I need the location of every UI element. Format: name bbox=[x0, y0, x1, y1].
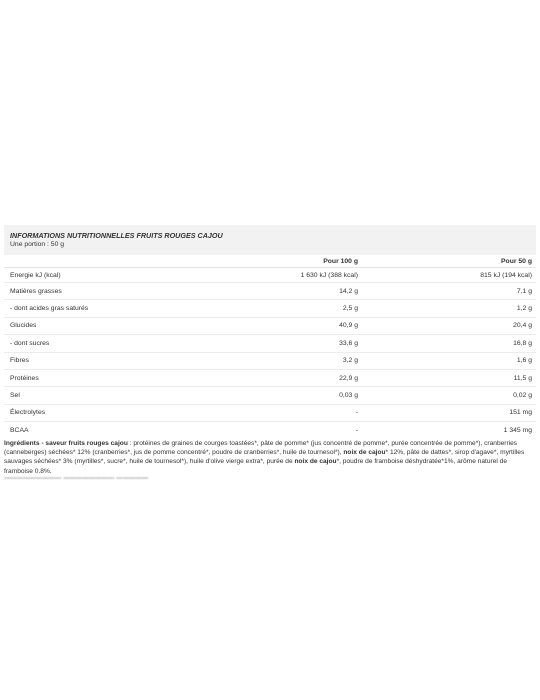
table-row bbox=[4, 300, 536, 317]
allergen-highlight: noix de cajou bbox=[343, 449, 386, 456]
value-per50: 20,4 g bbox=[362, 317, 536, 334]
value-per100: 1 630 kJ (388 kcal) bbox=[184, 268, 362, 283]
table-row bbox=[4, 268, 536, 283]
value-per100: 22,9 g bbox=[184, 369, 362, 386]
table-row bbox=[4, 352, 536, 369]
table-row bbox=[4, 317, 536, 334]
value-per100: 2,5 g bbox=[184, 300, 362, 317]
value-per100: 3,2 g bbox=[184, 352, 362, 369]
value-per50: 1,2 g bbox=[362, 300, 536, 317]
value-per100: 40,9 g bbox=[184, 317, 362, 334]
table-row bbox=[4, 404, 536, 421]
table-header-row bbox=[4, 255, 536, 268]
nutrient-label: BCAA bbox=[10, 426, 29, 434]
value-per100: 33,6 g bbox=[184, 335, 362, 352]
value-per100: - bbox=[355, 426, 358, 434]
table-row bbox=[4, 422, 536, 439]
value-per50: 0,02 g bbox=[362, 387, 536, 404]
nutrient-label: - dont acides gras saturés bbox=[4, 300, 184, 317]
table-row bbox=[4, 283, 536, 300]
allergen-highlight: noix de cajou bbox=[294, 458, 337, 466]
ingredients-heading: Ingrédients - saveur fruits rouges cajou bbox=[4, 439, 128, 447]
table-row bbox=[4, 335, 536, 352]
nutrition-title: INFORMATIONS NUTRITIONNELLES FRUITS ROUGES CAJOU bbox=[10, 231, 223, 240]
value-per50: 11,5 g bbox=[362, 369, 536, 386]
value-per100: 0,03 g bbox=[184, 387, 362, 404]
value-per50: 1 345 mg bbox=[503, 426, 532, 434]
ingredients-part: *, poudre de framboise déshydratée*1%, arôme naturel de framboise 0.8%. bbox=[4, 458, 508, 475]
ingredients-part: * 12%, pâte de dattes*, sirop d'agave*, myrtilles sauvages séchées* 3% (myrtilles*, sucre*, huile de tournesol*), huile d'olive vierge extra*, purée de bbox=[4, 449, 525, 466]
nutrition-header bbox=[4, 225, 536, 255]
ingredients-part: : protéines de graines de courges toastées*, pâte de pomme* (jus concentré de pomme*, purée concentrée de pomme*), cranberries (canneberges) séchées* 12% (cranberries*, jus de pomme concentré*, poudre de cranberries*, huile de tournesol*), bbox=[4, 439, 518, 456]
column-header-per50: Pour 50 g bbox=[362, 255, 536, 268]
table-row bbox=[4, 369, 536, 386]
nutrient-label: Energie kJ (kcal) bbox=[4, 268, 184, 283]
column-header-nutrient bbox=[4, 255, 184, 268]
illegible-faded-line: ▬▬▬▬▬▬▬▬▬ ▬▬▬▬▬▬▬▬ ▬▬▬▬▬ bbox=[4, 474, 149, 481]
value-per50: 815 kJ (194 kcal) bbox=[362, 268, 536, 283]
value-per100: 14,2 g bbox=[184, 283, 362, 300]
nutrient-label: Protéines bbox=[4, 369, 184, 386]
nutrition-panel bbox=[4, 225, 536, 439]
column-header-per100: Pour 100 g bbox=[184, 255, 362, 268]
value-per50: 1,6 g bbox=[362, 352, 536, 369]
nutrient-label: - dont sucres bbox=[4, 335, 184, 352]
value-per50: 16,8 g bbox=[362, 335, 536, 352]
nutrient-label: Glucides bbox=[4, 317, 184, 334]
nutrient-label: Fibres bbox=[4, 352, 184, 369]
value-per50: 7,1 g bbox=[362, 283, 536, 300]
nutrient-label: Matières grasses bbox=[4, 283, 184, 300]
ingredients-text bbox=[4, 439, 534, 477]
table-row bbox=[4, 387, 536, 404]
nutrient-label: Sel bbox=[4, 387, 184, 404]
portion-size: Une portion : 50 g bbox=[10, 241, 65, 248]
nutrient-label: Électrolytes bbox=[4, 404, 184, 421]
value-per50: 151 mg bbox=[362, 404, 536, 421]
value-per100: - bbox=[184, 404, 362, 421]
nutrition-table bbox=[4, 255, 536, 439]
